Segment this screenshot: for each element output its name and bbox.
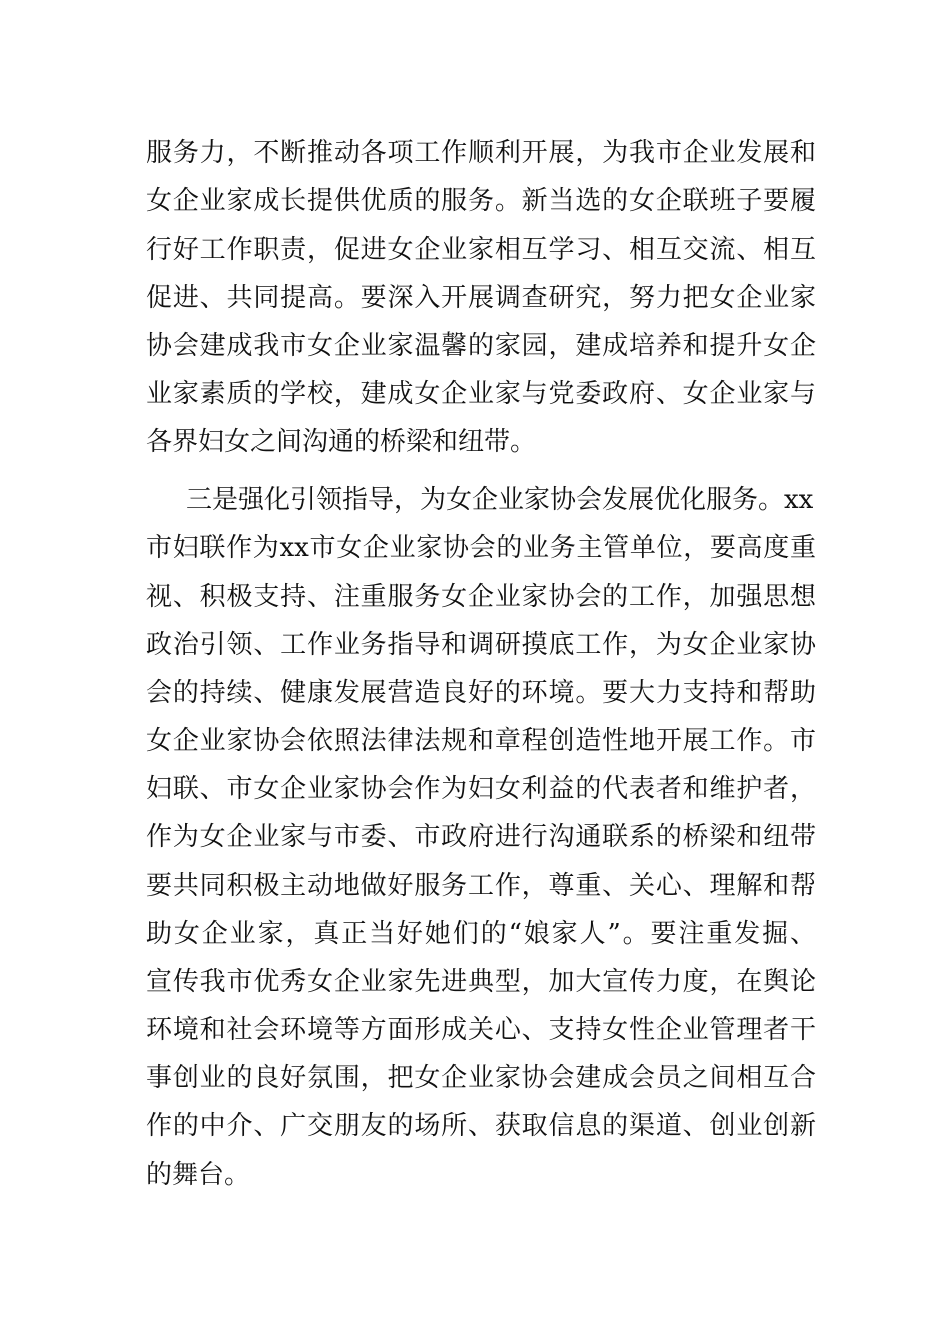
paragraph-1-line-3: 行好工作职责，促进女企业家相互学习、相互交流、相互 [146, 235, 816, 265]
paragraph-2-line-4: 政治引领、工作业务指导和调研摸底工作，为女企业家协 [146, 630, 816, 660]
paragraph-1-line-4: 促进、共同提高。要深入开展调查研究，努力把女企业家 [146, 283, 816, 313]
paragraph-2-line-8: 作为女企业家与市委、市政府进行沟通联系的桥梁和纽带 [146, 822, 816, 852]
paragraph-2-line-5: 会的持续、健康发展营造良好的环境。要大力支持和帮助 [146, 678, 816, 708]
paragraph-2-line-2: 市妇联作为xx市女企业家协会的业务主管单位，要高度重 [146, 533, 816, 563]
paragraph-1-line-6: 业家素质的学校，建成女企业家与党委政府、女企业家与 [146, 379, 816, 409]
paragraph-2-line-13: 事创业的良好氛围，把女企业家协会建成会员之间相互合 [146, 1063, 816, 1093]
paragraph-2-line-1: 三是强化引领指导，为女企业家协会发展优化服务。xx [186, 485, 814, 515]
paragraph-1-line-5: 协会建成我市女企业家温馨的家园，建成培养和提升女企 [146, 331, 816, 361]
paragraph-2-line-9: 要共同积极主动地做好服务工作，尊重、关心、理解和帮 [146, 871, 816, 901]
paragraph-2-line-10: 助女企业家，真正当好她们的“娘家人”。要注重发掘、 [146, 919, 816, 949]
paragraph-2-line-11: 宣传我市优秀女企业家先进典型，加大宣传力度，在舆论 [146, 967, 816, 997]
paragraph-2-line-7: 妇联、市女企业家协会作为妇女利益的代表者和维护者， [146, 774, 816, 804]
paragraph-2-line-15: 的舞台。 [146, 1160, 251, 1190]
paragraph-2-line-3: 视、积极支持、注重服务女企业家协会的工作，加强思想 [146, 582, 816, 612]
paragraph-2-line-6: 女企业家协会依照法律法规和章程创造性地开展工作。市 [146, 726, 816, 756]
paragraph-1-line-7: 各界妇女之间沟通的桥梁和纽带。 [146, 427, 537, 457]
paragraph-1-line-2: 女企业家成长提供优质的服务。新当选的女企联班子要履 [146, 186, 816, 216]
paragraph-2-line-14: 作的中介、广交朋友的场所、获取信息的渠道、创业创新 [146, 1111, 816, 1141]
paragraph-1-line-1: 服务力，不断推动各项工作顺利开展，为我市企业发展和 [146, 138, 816, 168]
paragraph-2-line-12: 环境和社会环境等方面形成关心、支持女性企业管理者干 [146, 1015, 816, 1045]
